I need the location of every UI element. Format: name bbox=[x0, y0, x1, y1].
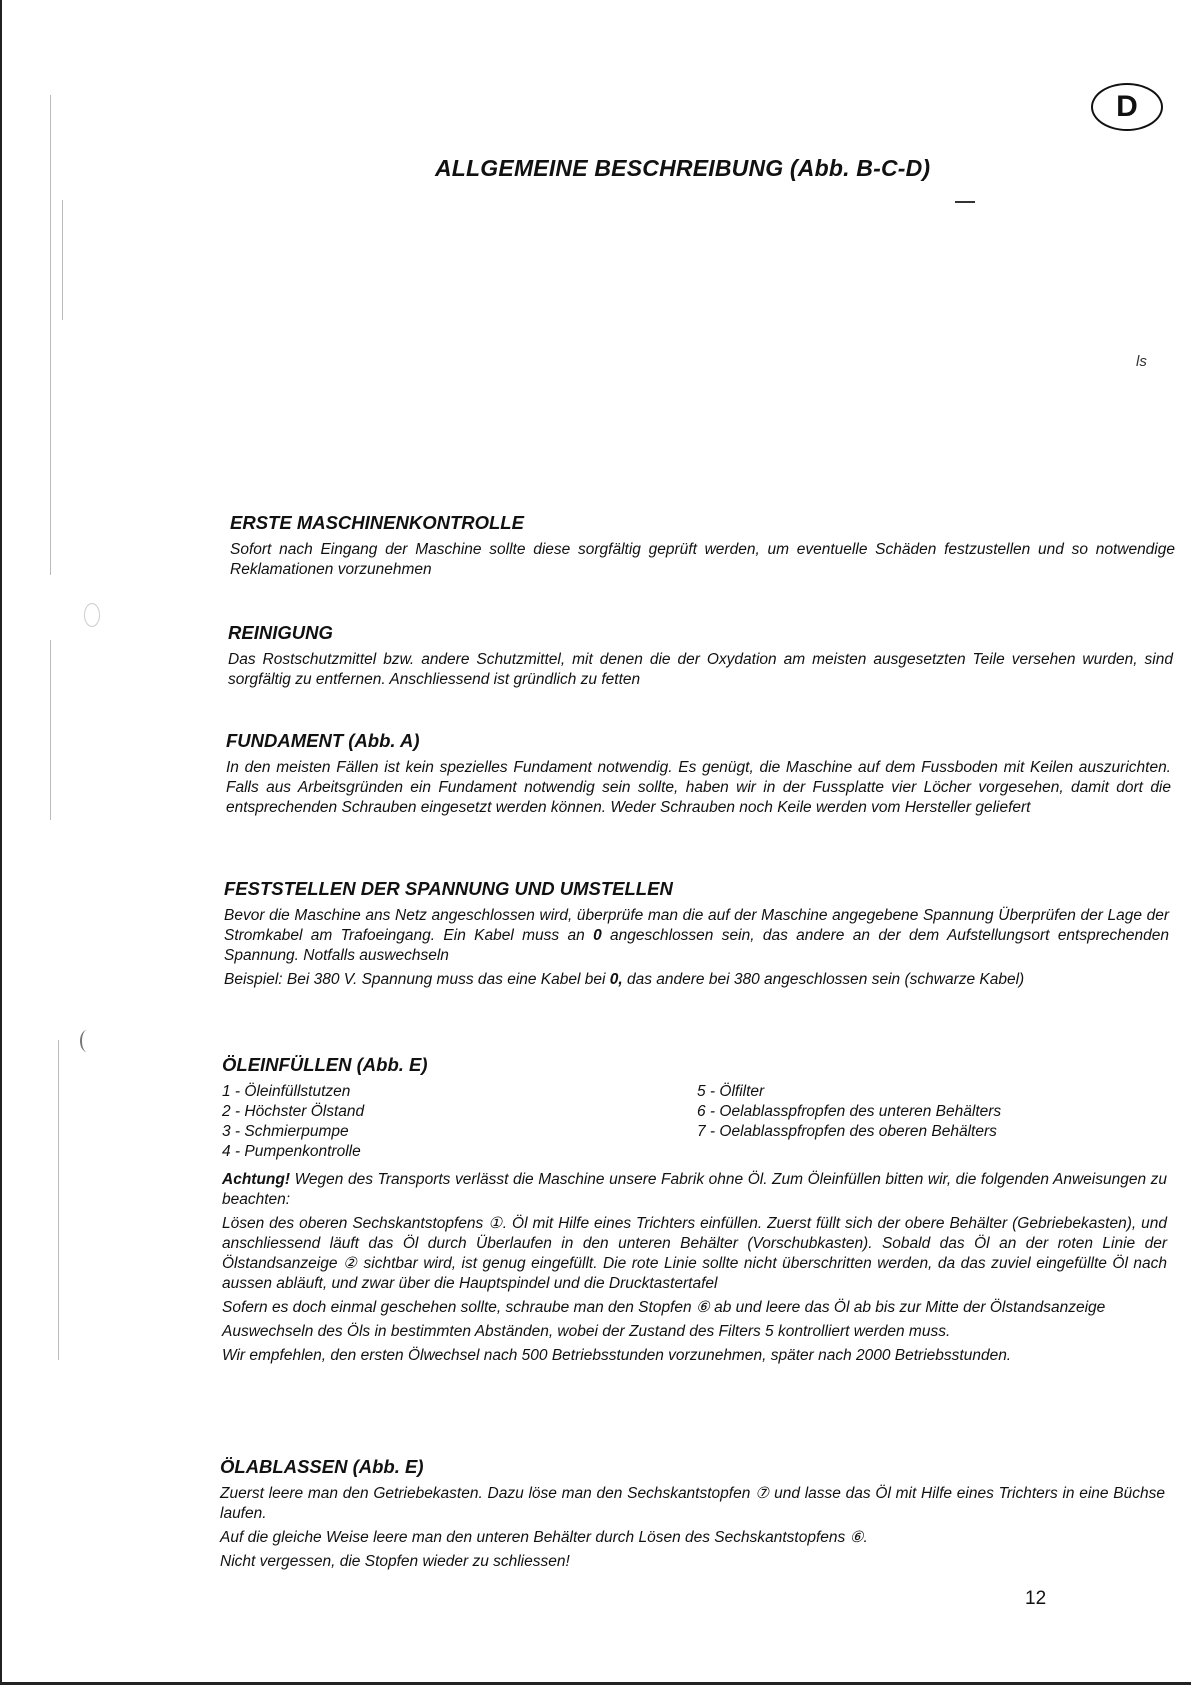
list-item: 5 - Ölfilter bbox=[697, 1083, 765, 1100]
punch-hole-mark bbox=[84, 603, 100, 627]
title-underline-mark bbox=[955, 201, 975, 203]
section-fundament bbox=[226, 730, 1171, 822]
list-item: 4 - Pumpenkontrolle bbox=[222, 1143, 361, 1160]
list-item: 2 - Höchster Ölstand bbox=[222, 1103, 365, 1120]
list-item: 6 - Oelablasspfropfen des unteren Behälters bbox=[697, 1103, 1002, 1120]
page-edge-left bbox=[0, 0, 2, 1685]
paragraph: Das Rostschutzmittel bzw. andere Schutzmittel, mit denen die der Oxydation am meisten ausgesetzten Teile versehen wurden, sind sorgfältig zu entfernen. Anschliessend ist gründlich zu fetten bbox=[228, 651, 1173, 688]
section-heading: REINIGUNG bbox=[228, 622, 333, 643]
language-badge: D bbox=[1091, 83, 1163, 131]
section-oeleinfuellen bbox=[222, 1054, 1167, 1370]
scan-mark bbox=[58, 1040, 59, 1360]
page-number: 12 bbox=[1025, 1588, 1047, 1609]
parts-list-right bbox=[697, 1082, 1167, 1162]
paragraph: Sofort nach Eingang der Maschine sollte diese sorgfältig geprüft werden, um eventuelle Schäden festzustellen und so notwendige Reklamationen vorzunehmen bbox=[230, 541, 1175, 578]
warning-label: Achtung! bbox=[222, 1171, 291, 1188]
section-kontrolle bbox=[230, 512, 1175, 584]
parts-list-left bbox=[222, 1082, 697, 1162]
paragraph: Bevor die Maschine ans Netz angeschlossen wird, überprüfe man die auf der Maschine angegebene Spannung Überprüfen der Lage der Stromkabel am Trafoeingang. Ein Kabel muss an 0 angeschlossen sein, das andere an der dem Aufstellungsort entsprechenden Spannung. Notfalls auswechseln bbox=[224, 907, 1169, 964]
stray-mark: ls bbox=[1136, 353, 1147, 370]
punch-hole-mark bbox=[80, 1030, 94, 1052]
list-item: 7 - Oelablasspfropfen des oberen Behälters bbox=[697, 1123, 997, 1140]
list-item: 1 - Öleinfüllstutzen bbox=[222, 1083, 351, 1100]
section-heading: ÖLABLASSEN (Abb. E) bbox=[220, 1456, 424, 1477]
section-spannung bbox=[224, 878, 1169, 994]
paragraph: Zuerst leere man den Getriebekasten. Dazu löse man den Sechskantstopfen ⑦ und lasse das Öl mit Hilfe eines Trichters in eine Büchse laufen. bbox=[220, 1485, 1165, 1522]
section-heading: FUNDAMENT (Abb. A) bbox=[226, 730, 420, 751]
paragraph: Lösen des oberen Sechskantstopfens ①. Öl mit Hilfe eines Trichters einfüllen. Zuerst füllt sich der obere Behälter (Gebriebekasten), und anschliessend läuft das Öl durch Überlaufen in den unteren Behälter (Vorschubkasten). Sobald das Öl an der roten Linie der Ölstandsanzeige ② sichtbar wird, ist genug eingefüllt. Die rote Linie sollte nicht überschritten werden, da das zuviel eingefüllte Öl nach aussen abläuft, und zwar über die Hauptspindel und die Drucktastertafel bbox=[222, 1215, 1167, 1292]
scan-mark bbox=[50, 640, 51, 820]
list-item: 3 - Schmierpumpe bbox=[222, 1123, 349, 1140]
paragraph: Achtung! Wegen des Transports verlässt die Maschine unsere Fabrik ohne Öl. Zum Öleinfüllen bitten wir, die folgenden Anweisungen zu beachten: bbox=[222, 1171, 1167, 1208]
scan-mark bbox=[50, 95, 51, 575]
paragraph: Sofern es doch einmal geschehen sollte, schraube man den Stopfen ⑥ ab und leere das Öl ab bis zur Mitte der Ölstandsanzeige bbox=[222, 1299, 1106, 1316]
section-heading: FESTSTELLEN DER SPANNUNG UND UMSTELLEN bbox=[224, 878, 673, 899]
page-title: ALLGEMEINE BESCHREIBUNG (Abb. B-C-D) bbox=[435, 155, 931, 181]
section-heading: ÖLEINFÜLLEN (Abb. E) bbox=[222, 1054, 428, 1075]
section-heading: ERSTE MASCHINENKONTROLLE bbox=[230, 512, 524, 533]
paragraph: Auf die gleiche Weise leere man den unteren Behälter durch Lösen des Sechskantstopfens ⑥. bbox=[220, 1529, 868, 1546]
paragraph: Wir empfehlen, den ersten Ölwechsel nach 500 Betriebsstunden vorzunehmen, später nach 2000 Betriebsstunden. bbox=[222, 1347, 1012, 1364]
section-oelablassen bbox=[220, 1456, 1165, 1576]
scan-mark bbox=[62, 200, 63, 320]
paragraph: Nicht vergessen, die Stopfen wieder zu schliessen! bbox=[220, 1553, 570, 1570]
paragraph: Beispiel: Bei 380 V. Spannung muss das eine Kabel bei 0, das andere bei 380 angeschlossen sein (schwarze Kabel) bbox=[224, 971, 1025, 988]
section-reinigung bbox=[228, 622, 1173, 694]
parts-list bbox=[222, 1082, 1167, 1162]
paragraph: Auswechseln des Öls in bestimmten Abständen, wobei der Zustand des Filters 5 kontrolliert werden muss. bbox=[222, 1323, 951, 1340]
paragraph: In den meisten Fällen ist kein spezielles Fundament notwendig. Es genügt, die Maschine auf dem Fussboden mit Keilen auszurichten. Falls aus Arbeitsgründen ein Fundament notwendig sein sollte, haben wir in der Fussplatte vier Löcher vorgesehen, damit dort die entsprechenden Schrauben eingesetzt werden können. Weder Schrauben noch Keile werden vom Hersteller geliefert bbox=[226, 759, 1171, 816]
